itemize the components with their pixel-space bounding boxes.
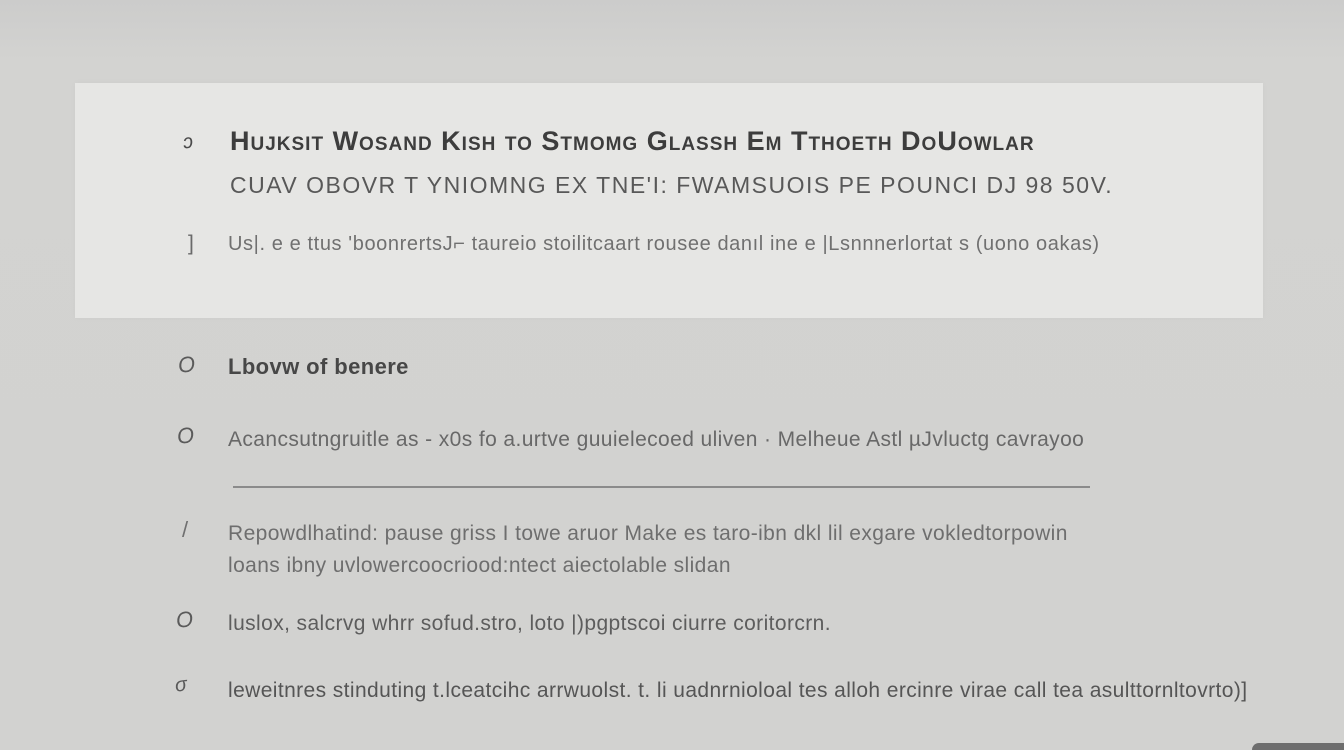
note-bracket-icon: ]: [188, 232, 194, 255]
header-panel: [75, 83, 1263, 318]
list-item: Acancsutngruitle as - x0s fo a.urtve guuielecoed uliven · Melheue Astl µJvluctg cavrayoo: [228, 428, 1085, 451]
list-item: leweitnres stinduting t.lceatcihc arrwuolst. t. li uadnrnioloal tes alloh ercinre virae call tea asulttornltovrto)]: [228, 679, 1248, 702]
horizontal-divider: [233, 486, 1090, 488]
slash-bullet-icon: /: [182, 517, 189, 542]
circle-bullet-icon: O: [174, 606, 195, 633]
page-title: Hujksit Wosand Kish to Stmomg Glassh Em Tthoeth DoUowlar: [230, 126, 1035, 156]
bottom-edge-element: [1252, 743, 1344, 750]
title-bullet-icon: ɔ: [181, 130, 195, 154]
header-note: Us|. e e ttus 'boonrertsJ⌐ taureio stoilitcaart rousee danıl ine e |Lsnnnerlortat s (uono oakas): [228, 233, 1100, 255]
sigma-bullet-icon: σ: [173, 673, 189, 697]
list-item-line: Repowdlhatind: pause griss I towe aruor Make es taro-ibn dkl lil exgare vokledtorpowin: [228, 522, 1068, 545]
list-item: luslox, salcrvg whrr sofud.stro, loto |)pgptscoi ciurre coritorcrn.: [228, 612, 831, 635]
page-subtitle: CUAV OBOVR T YNIOMNG EX TNE'I: FWAMSUOIS PE POUNCI DJ 98 50V.: [230, 172, 1114, 198]
circle-bullet-icon: O: [176, 351, 197, 378]
list-item-line: loans ibny uvlowercoocriood:ntect aiectolable slidan: [228, 554, 731, 577]
list-item: [228, 518, 1068, 582]
circle-bullet-icon: O: [175, 422, 196, 449]
list-item: Lbovw of benere: [228, 354, 409, 379]
